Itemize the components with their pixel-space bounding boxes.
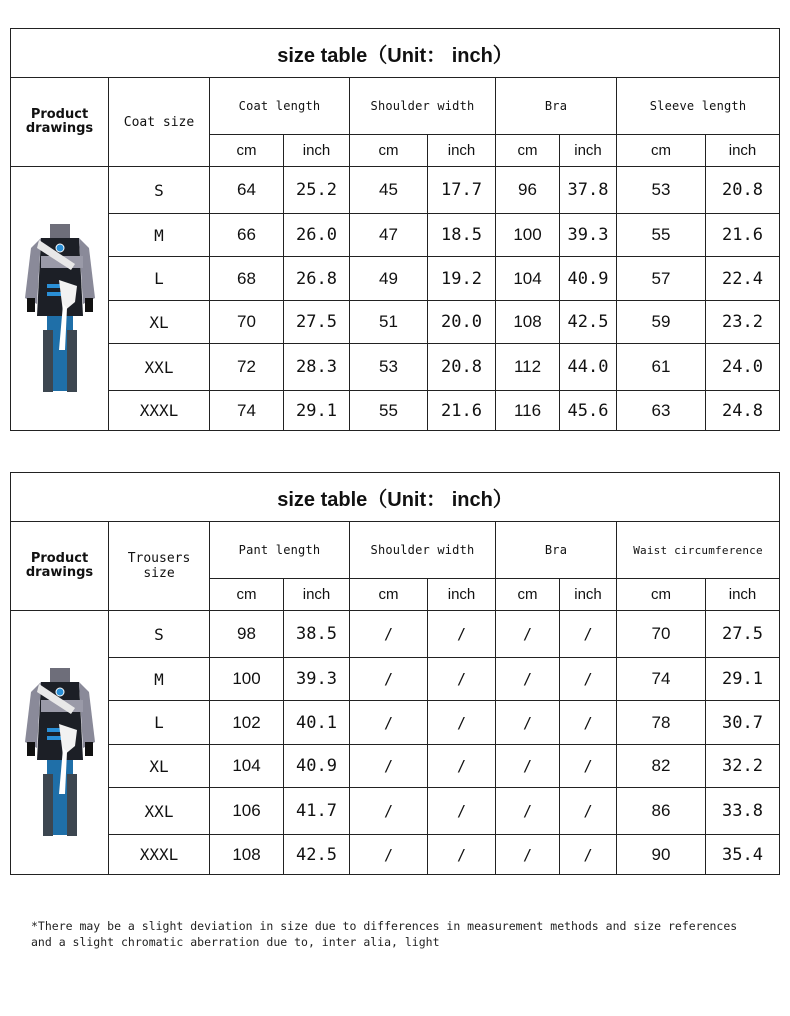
size-cell: L xyxy=(109,257,210,301)
cell: 68 xyxy=(210,257,284,301)
cell: 96 xyxy=(496,167,560,214)
size-cell: XXL xyxy=(109,344,210,391)
unit-inch: inch xyxy=(706,579,780,611)
cell: 24.0 xyxy=(706,344,780,391)
cell: 40.1 xyxy=(284,701,350,745)
unit-inch: inch xyxy=(560,135,617,167)
cell: 21.6 xyxy=(706,214,780,257)
cell: / xyxy=(496,745,560,788)
cell: / xyxy=(428,701,496,745)
cell: 28.3 xyxy=(284,344,350,391)
unit-inch: inch xyxy=(284,579,350,611)
cell: / xyxy=(350,745,428,788)
cell: / xyxy=(560,658,617,701)
cell: 29.1 xyxy=(706,658,780,701)
table-row xyxy=(11,257,780,301)
size-cell: M xyxy=(109,658,210,701)
cell: 55 xyxy=(350,391,428,431)
cell: 55 xyxy=(617,214,706,257)
cell: 104 xyxy=(210,745,284,788)
cell: 53 xyxy=(617,167,706,214)
cell: 33.8 xyxy=(706,788,780,835)
size-cell: XL xyxy=(109,301,210,344)
cell: 32.2 xyxy=(706,745,780,788)
cell: / xyxy=(496,835,560,875)
unit-cm: cm xyxy=(617,135,706,167)
product-image xyxy=(11,611,109,875)
cell: 22.4 xyxy=(706,257,780,301)
table-title: size table（Unit： inch） xyxy=(11,29,780,78)
cell: 39.3 xyxy=(284,658,350,701)
table-row xyxy=(11,835,780,875)
cell: 49 xyxy=(350,257,428,301)
cell: / xyxy=(350,611,428,658)
size-cell: M xyxy=(109,214,210,257)
size-header: Coat size xyxy=(109,78,210,167)
cell: 20.8 xyxy=(428,344,496,391)
unit-inch: inch xyxy=(428,579,496,611)
column-header: Bra xyxy=(496,78,617,135)
column-header: Shoulder width xyxy=(350,78,496,135)
cell: / xyxy=(428,835,496,875)
cell: / xyxy=(496,658,560,701)
table-row xyxy=(11,344,780,391)
cell: 47 xyxy=(350,214,428,257)
cell: 53 xyxy=(350,344,428,391)
size-cell: XXXL xyxy=(109,835,210,875)
cell: / xyxy=(496,611,560,658)
cell: 90 xyxy=(617,835,706,875)
cell: 106 xyxy=(210,788,284,835)
footnote: *There may be a slight deviation in size due to differences in measurement methods and size references and a slight chromatic aberration due to, inter alia, light xyxy=(31,919,738,949)
column-header: Coat length xyxy=(210,78,350,135)
costume-figure-icon xyxy=(19,200,101,398)
cell: 27.5 xyxy=(706,611,780,658)
table-row xyxy=(11,301,780,344)
cell: 19.2 xyxy=(428,257,496,301)
unit-inch: inch xyxy=(284,135,350,167)
cell: 40.9 xyxy=(284,745,350,788)
cell: 45.6 xyxy=(560,391,617,431)
column-header: Pant length xyxy=(210,522,350,579)
cell: / xyxy=(560,701,617,745)
cell: 86 xyxy=(617,788,706,835)
cell: / xyxy=(428,658,496,701)
column-header: Sleeve length xyxy=(617,78,780,135)
cell: 35.4 xyxy=(706,835,780,875)
cell: / xyxy=(560,835,617,875)
cell: / xyxy=(428,745,496,788)
cell: 112 xyxy=(496,344,560,391)
cell: 24.8 xyxy=(706,391,780,431)
costume-figure-icon xyxy=(19,644,101,842)
unit-inch: inch xyxy=(560,579,617,611)
size-cell: L xyxy=(109,701,210,745)
size-cell: XXXL xyxy=(109,391,210,431)
cell: 66 xyxy=(210,214,284,257)
cell: / xyxy=(350,658,428,701)
cell: 23.2 xyxy=(706,301,780,344)
size-cell: S xyxy=(109,167,210,214)
table-title: size table（Unit： inch） xyxy=(11,473,780,522)
cell: 38.5 xyxy=(284,611,350,658)
cell: 25.2 xyxy=(284,167,350,214)
cell: 57 xyxy=(617,257,706,301)
cell: 26.8 xyxy=(284,257,350,301)
cell: 20.0 xyxy=(428,301,496,344)
cell: / xyxy=(560,788,617,835)
cell: 37.8 xyxy=(560,167,617,214)
size-cell: XL xyxy=(109,745,210,788)
cell: / xyxy=(428,788,496,835)
cell: 108 xyxy=(496,301,560,344)
cell: / xyxy=(350,788,428,835)
cell: / xyxy=(496,701,560,745)
cell: 45 xyxy=(350,167,428,214)
cell: 41.7 xyxy=(284,788,350,835)
table-row xyxy=(11,167,780,214)
cell: 39.3 xyxy=(560,214,617,257)
table-row xyxy=(11,788,780,835)
trousers-size-table xyxy=(10,472,780,875)
product-image xyxy=(11,167,109,431)
cell: 44.0 xyxy=(560,344,617,391)
table-row xyxy=(11,701,780,745)
table-row xyxy=(11,391,780,431)
cell: 100 xyxy=(496,214,560,257)
cell: 61 xyxy=(617,344,706,391)
column-header: Waist circumference xyxy=(617,522,780,579)
cell: 40.9 xyxy=(560,257,617,301)
table-row xyxy=(11,658,780,701)
table-row xyxy=(11,611,780,658)
cell: 51 xyxy=(350,301,428,344)
cell: / xyxy=(560,745,617,788)
cell: 26.0 xyxy=(284,214,350,257)
cell: 82 xyxy=(617,745,706,788)
column-header: Shoulder width xyxy=(350,522,496,579)
cell: 104 xyxy=(496,257,560,301)
cell: / xyxy=(350,835,428,875)
cell: / xyxy=(428,611,496,658)
unit-cm: cm xyxy=(210,135,284,167)
cell: 78 xyxy=(617,701,706,745)
cell: 70 xyxy=(210,301,284,344)
cell: 64 xyxy=(210,167,284,214)
cell: 20.8 xyxy=(706,167,780,214)
size-cell: XXL xyxy=(109,788,210,835)
cell: 27.5 xyxy=(284,301,350,344)
table-row xyxy=(11,745,780,788)
cell: 29.1 xyxy=(284,391,350,431)
cell: 21.6 xyxy=(428,391,496,431)
product-drawings-header: Product drawings xyxy=(11,78,109,167)
unit-cm: cm xyxy=(496,579,560,611)
cell: / xyxy=(496,788,560,835)
unit-inch: inch xyxy=(706,135,780,167)
cell: 98 xyxy=(210,611,284,658)
cell: 59 xyxy=(617,301,706,344)
cell: 100 xyxy=(210,658,284,701)
cell: 116 xyxy=(496,391,560,431)
cell: 42.5 xyxy=(284,835,350,875)
cell: / xyxy=(350,701,428,745)
unit-cm: cm xyxy=(350,135,428,167)
cell: 30.7 xyxy=(706,701,780,745)
cell: 74 xyxy=(210,391,284,431)
cell: 108 xyxy=(210,835,284,875)
cell: 72 xyxy=(210,344,284,391)
cell: 102 xyxy=(210,701,284,745)
cell: 17.7 xyxy=(428,167,496,214)
cell: / xyxy=(560,611,617,658)
cell: 42.5 xyxy=(560,301,617,344)
unit-cm: cm xyxy=(617,579,706,611)
cell: 70 xyxy=(617,611,706,658)
table-row xyxy=(11,214,780,257)
unit-cm: cm xyxy=(496,135,560,167)
product-drawings-header: Product drawings xyxy=(11,522,109,611)
cell: 63 xyxy=(617,391,706,431)
unit-cm: cm xyxy=(350,579,428,611)
size-header: Trousers size xyxy=(109,522,210,611)
column-header: Bra xyxy=(496,522,617,579)
cell: 74 xyxy=(617,658,706,701)
coat-size-table xyxy=(10,28,780,431)
unit-cm: cm xyxy=(210,579,284,611)
unit-inch: inch xyxy=(428,135,496,167)
size-cell: S xyxy=(109,611,210,658)
cell: 18.5 xyxy=(428,214,496,257)
